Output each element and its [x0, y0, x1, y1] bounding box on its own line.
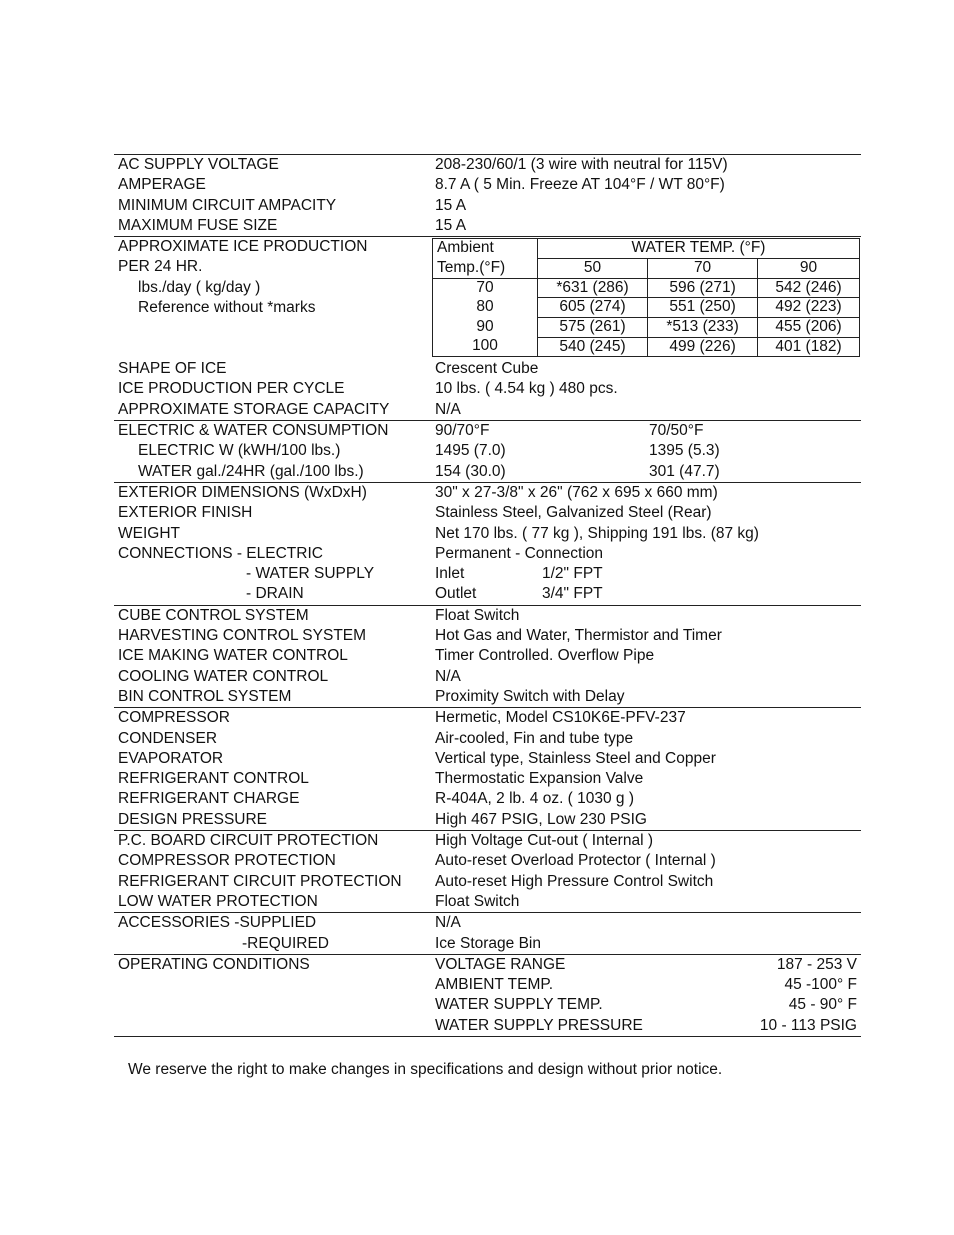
operating-value: 187 - 253 V — [776, 955, 857, 973]
spec-value: 90/70°F — [435, 422, 490, 440]
spec-label: COMPRESSOR PROTECTION — [118, 852, 336, 870]
spec-label: REFRIGERANT CIRCUIT PROTECTION — [118, 872, 402, 890]
spec-row — [114, 851, 861, 871]
spec-row — [114, 934, 861, 954]
spec-value: Float Switch — [435, 606, 520, 624]
spec-value: Auto-reset Overload Protector ( Internal ) — [435, 852, 716, 870]
spec-row — [114, 955, 861, 975]
spec-row — [114, 441, 861, 461]
spec-label: - WATER SUPPLY — [246, 565, 375, 583]
section-refrigeration — [114, 707, 861, 830]
spec-value: 208-230/60/1 (3 wire with neutral for 115V) — [435, 156, 728, 173]
table-cell: 542 (246) — [758, 278, 860, 298]
spec-value: R-404A, 2 lb. 4 oz. ( 1030 g ) — [435, 790, 635, 808]
spec-label: WATER gal./24HR (gal./100 lbs.) — [138, 462, 364, 480]
spec-row — [114, 729, 861, 749]
spec-row — [114, 503, 861, 523]
spec-label: CUBE CONTROL SYSTEM — [118, 606, 309, 624]
spec-label: PER 24 HR. — [118, 258, 203, 276]
ambient-value: 100 — [433, 337, 538, 357]
table-cell: 401 (182) — [758, 337, 860, 357]
spec-value: High 467 PSIG, Low 230 PSIG — [435, 810, 647, 828]
operating-name: WATER SUPPLY PRESSURE — [435, 1016, 643, 1034]
ambient-value: 70 — [433, 278, 538, 298]
table-cell: 605 (274) — [538, 298, 648, 318]
spec-row — [114, 400, 861, 420]
ambient-value: 80 — [433, 298, 538, 318]
ambient-value: 90 — [433, 318, 538, 338]
spec-row — [114, 975, 861, 995]
table-cell: 492 (223) — [758, 298, 860, 318]
spec-value: Proximity Switch with Delay — [435, 687, 625, 705]
operating-value: 10 - 113 PSIG — [759, 1016, 857, 1034]
temp-header: Temp.(°F) — [433, 258, 538, 278]
spec-row — [114, 359, 861, 379]
spec-value: Float Switch — [435, 892, 520, 910]
section-operating — [114, 954, 861, 1037]
spec-row — [114, 913, 861, 933]
spec-value: Crescent Cube — [435, 360, 539, 378]
spec-row — [114, 483, 861, 503]
table-cell: 540 (245) — [538, 337, 648, 357]
spec-label: COMPRESSOR — [118, 709, 230, 727]
table-row — [433, 298, 860, 318]
spec-row — [114, 524, 861, 544]
connection-size: 3/4" FPT — [542, 585, 603, 603]
spec-label: REFRIGERANT CONTROL — [118, 770, 309, 788]
spec-value: Stainless Steel, Galvanized Steel (Rear) — [435, 504, 712, 522]
table-cell: 499 (226) — [648, 337, 758, 357]
spec-value-alt: 301 (47.7) — [649, 462, 720, 480]
spec-label: AC SUPPLY VOLTAGE — [118, 156, 279, 173]
spec-row — [114, 646, 861, 666]
spec-label: MINIMUM CIRCUIT AMPACITY — [118, 196, 337, 214]
spec-label: ELECTRIC & WATER CONSUMPTION — [118, 422, 389, 440]
ambient-header: Ambient — [433, 239, 538, 259]
table-row — [433, 318, 860, 338]
ice-production-table — [432, 238, 860, 357]
spec-label: AMPERAGE — [118, 176, 206, 194]
spec-row — [114, 564, 861, 584]
water-temp-header: WATER TEMP. (°F) — [538, 239, 860, 259]
section-electrical — [114, 154, 861, 236]
operating-value: 45 -100° F — [784, 976, 857, 994]
spec-value: 1495 (7.0) — [435, 442, 506, 460]
spec-row — [114, 749, 861, 769]
spec-label: EXTERIOR DIMENSIONS (WxDxH) — [118, 483, 367, 501]
operating-value: 45 - 90° F — [788, 996, 857, 1014]
spec-row — [114, 789, 861, 809]
spec-label: lbs./day ( kg/day ) — [138, 278, 261, 296]
spec-row — [114, 831, 861, 851]
section-control — [114, 605, 861, 707]
spec-label: EXTERIOR FINISH — [118, 504, 253, 522]
spec-value: 30" x 27-3/8" x 26" (762 x 695 x 660 mm) — [435, 483, 718, 501]
spec-label: CONNECTIONS - ELECTRIC — [118, 544, 323, 562]
ice-production-block — [114, 237, 861, 359]
spec-value: N/A — [435, 400, 461, 418]
spec-value: Hermetic, Model CS10K6E-PFV-237 — [435, 709, 686, 727]
spec-label: ICE MAKING WATER CONTROL — [118, 647, 348, 665]
spec-row — [114, 379, 861, 399]
connection-type: Outlet — [435, 585, 477, 603]
spec-value: N/A — [435, 914, 461, 932]
spec-value: High Voltage Cut-out ( Internal ) — [435, 832, 653, 850]
spec-label: -REQUIRED — [242, 934, 329, 952]
spec-value: Air-cooled, Fin and tube type — [435, 729, 634, 747]
spec-value: Net 170 lbs. ( 77 kg ), Shipping 191 lbs. (87 kg) — [435, 524, 759, 542]
table-cell: 551 (250) — [648, 298, 758, 318]
spec-label: REFRIGERANT CHARGE — [118, 790, 300, 808]
spec-row — [114, 667, 861, 687]
spec-label: ELECTRIC W (kWH/100 lbs.) — [138, 442, 341, 460]
spec-row — [114, 606, 861, 626]
spec-value: Vertical type, Stainless Steel and Copper — [435, 749, 716, 767]
section-protection — [114, 830, 861, 912]
spec-label: CONDENSER — [118, 729, 218, 747]
spec-row — [114, 462, 861, 482]
spec-label: COOLING WATER CONTROL — [118, 667, 329, 685]
spec-value: 15 A — [435, 216, 467, 234]
specification-table — [114, 154, 861, 1037]
spec-row — [114, 155, 861, 175]
operating-name: WATER SUPPLY TEMP. — [435, 996, 603, 1014]
spec-row — [114, 584, 861, 604]
section-exterior — [114, 482, 861, 605]
spec-row — [114, 216, 861, 236]
spec-row — [114, 421, 861, 441]
spec-value: Permanent - Connection — [435, 544, 604, 562]
spec-label: ICE PRODUCTION PER CYCLE — [118, 380, 345, 398]
spec-value: 10 lbs. ( 4.54 kg ) 480 pcs. — [435, 380, 618, 398]
spec-label: P.C. BOARD CIRCUIT PROTECTION — [118, 832, 379, 850]
connection-type: Inlet — [435, 565, 465, 583]
spec-label: Reference without *marks — [138, 299, 316, 317]
spec-label: DESIGN PRESSURE — [118, 810, 268, 828]
spec-value: 154 (30.0) — [435, 462, 506, 480]
spec-row — [114, 1016, 861, 1036]
operating-name: AMBIENT TEMP. — [435, 976, 554, 994]
spec-row — [114, 708, 861, 728]
spec-row — [114, 810, 861, 830]
spec-label: WEIGHT — [118, 524, 180, 542]
spec-label: APPROXIMATE ICE PRODUCTION — [118, 238, 368, 256]
spec-value: Thermostatic Expansion Valve — [435, 770, 644, 788]
spec-value: Hot Gas and Water, Thermistor and Timer — [435, 627, 722, 645]
spec-label: - DRAIN — [246, 585, 304, 603]
table-row — [433, 278, 860, 298]
spec-value-alt: 1395 (5.3) — [649, 442, 720, 460]
spec-row — [114, 769, 861, 789]
table-row — [433, 337, 860, 357]
footer-note: We reserve the right to make changes in specifications and design without prior notice. — [128, 1061, 723, 1078]
water-temp-50: 50 — [538, 258, 648, 278]
connection-size: 1/2" FPT — [542, 565, 603, 583]
section-consumption — [114, 420, 861, 482]
spec-row — [114, 687, 861, 707]
spec-label: EVAPORATOR — [118, 749, 224, 767]
spec-value: 8.7 A ( 5 Min. Freeze AT 104°F / WT 80°F) — [435, 176, 725, 194]
spec-value: Ice Storage Bin — [435, 934, 541, 952]
water-temp-90: 90 — [758, 258, 860, 278]
table-cell: 596 (271) — [648, 278, 758, 298]
spec-label: ACCESSORIES -SUPPLIED — [118, 914, 317, 932]
ice-production-labels — [114, 237, 432, 318]
spec-label: OPERATING CONDITIONS — [118, 955, 310, 973]
spec-label: HARVESTING CONTROL SYSTEM — [118, 627, 367, 645]
spec-label: SHAPE OF ICE — [118, 360, 227, 378]
table-cell: 575 (261) — [538, 318, 648, 338]
section-accessories — [114, 912, 861, 954]
spec-label: APPROXIMATE STORAGE CAPACITY — [118, 400, 390, 418]
spec-row — [114, 892, 861, 912]
table-cell: *631 (286) — [538, 278, 648, 298]
section-ice-production — [114, 236, 861, 420]
spec-label: LOW WATER PROTECTION — [118, 892, 318, 910]
water-temp-70: 70 — [648, 258, 758, 278]
spec-value: N/A — [435, 667, 461, 685]
spec-value-alt: 70/50°F — [649, 422, 704, 440]
spec-value: Auto-reset High Pressure Control Switch — [435, 872, 714, 890]
table-cell: 455 (206) — [758, 318, 860, 338]
table-cell: *513 (233) — [648, 318, 758, 338]
operating-name: VOLTAGE RANGE — [435, 955, 566, 973]
spec-label: BIN CONTROL SYSTEM — [118, 687, 292, 705]
spec-value: Timer Controlled. Overflow Pipe — [435, 647, 655, 665]
spec-row — [114, 872, 861, 892]
spec-row — [114, 995, 861, 1015]
spec-row — [114, 175, 861, 195]
spec-row — [114, 626, 861, 646]
spec-row — [114, 544, 861, 564]
spec-row — [114, 196, 861, 216]
spec-label: MAXIMUM FUSE SIZE — [118, 216, 278, 234]
spec-value: 15 A — [435, 196, 467, 214]
